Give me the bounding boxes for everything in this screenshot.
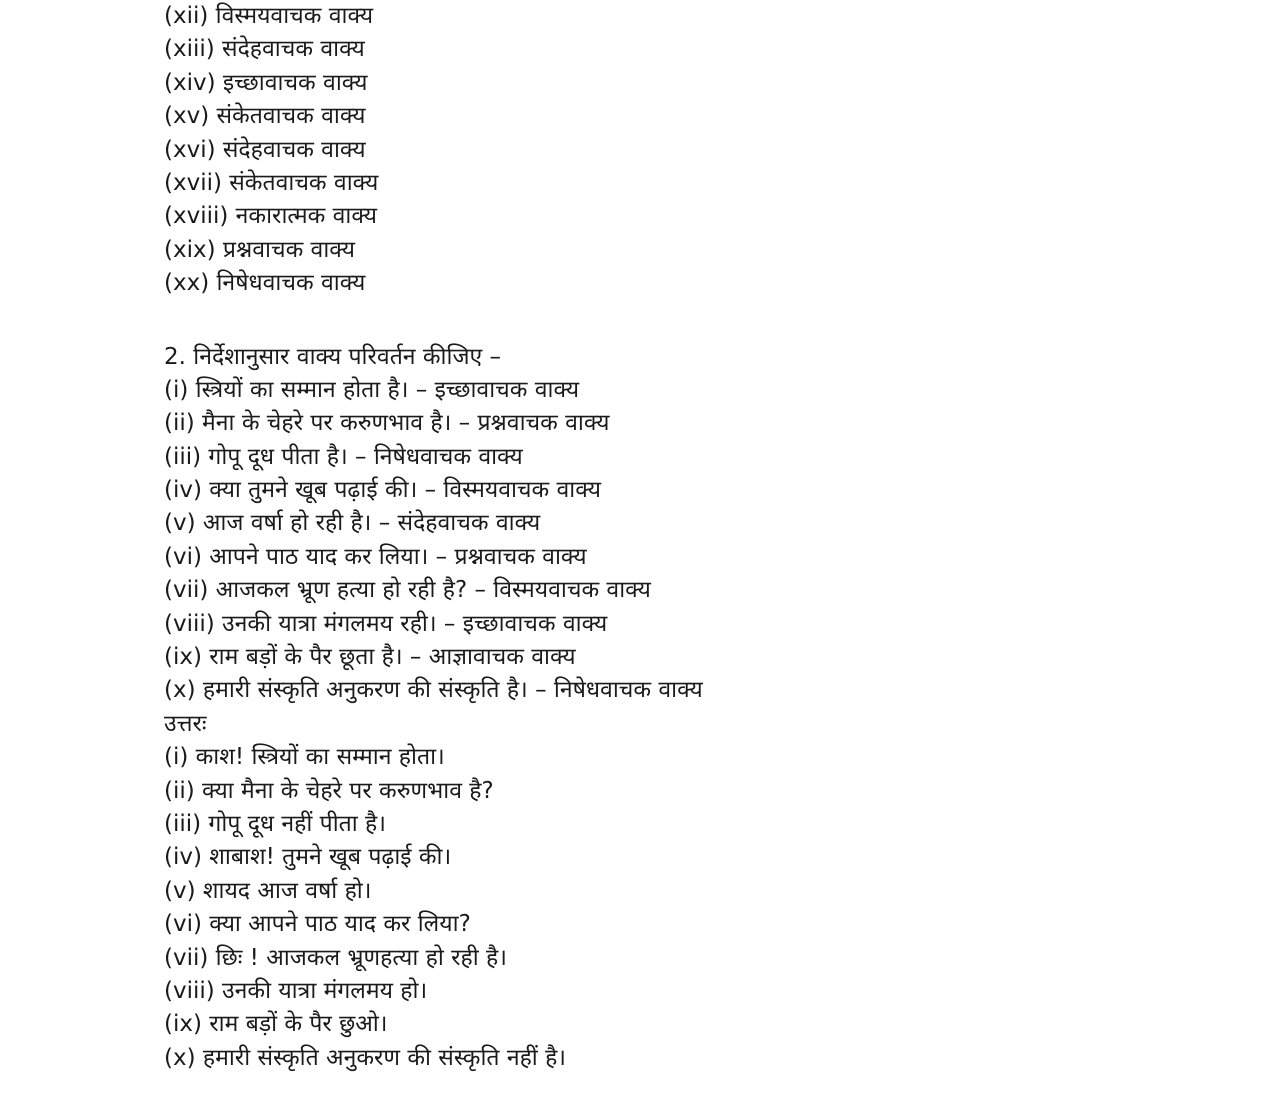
list-item: (xvii) संकेतवाचक वाक्य [164, 169, 379, 196]
question-item: (iii) गोपू दूध पीता है। – निषेधवाचक वाक्य [164, 443, 523, 470]
previous-answers-list [164, 0, 1224, 301]
question-item: (iv) क्या तुमने खूब पढ़ाई की। – विस्मयवाचक वाक्य [164, 477, 601, 504]
question-heading: 2. निर्देशानुसार वाक्य परिवर्तन कीजिए – [164, 343, 502, 370]
list-item: (xx) निषेधवाचक वाक्य [164, 270, 366, 297]
question-item: (vi) आपने पाठ याद कर लिया। – प्रश्नवाचक वाक्य [164, 543, 587, 570]
question-item: (x) हमारी संस्कृति अनुकरण की संस्कृति है। – निषेधवाचक वाक्य [164, 677, 703, 704]
answer-label: उत्तरः [164, 710, 207, 737]
list-item: (xiii) संदेहवाचक वाक्य [164, 36, 365, 63]
answer-items-list [164, 741, 1224, 1075]
answer-item: (ii) क्या मैना के चेहरे पर करुणभाव है? [164, 777, 494, 804]
question-items-list [164, 374, 1224, 708]
list-item: (xiv) इच्छावाचक वाक्य [164, 69, 368, 96]
list-item: (xv) संकेतवाचक वाक्य [164, 103, 366, 130]
question-item: (v) आज वर्षा हो रही है। – संदेहवाचक वाक्य [164, 510, 541, 537]
answer-item: (iv) शाबाश! तुमने खूब पढ़ाई की। [164, 844, 452, 871]
list-item: (xvi) संदेहवाचक वाक्य [164, 136, 366, 163]
answer-item: (vii) छिः ! आजकल भ्रूणहत्या हो रही है। [164, 944, 507, 971]
question-item: (ix) राम बड़ों के पैर छूता है। – आज्ञावाचक वाक्य [164, 644, 576, 671]
list-item: (xviii) नकारात्मक वाक्य [164, 203, 377, 230]
question-item: (i) स्त्रियों का सम्मान होता है। – इच्छावाचक वाक्य [164, 376, 580, 403]
answer-item: (vi) क्या आपने पाठ याद कर लिया? [164, 911, 471, 938]
answer-item: (i) काश! स्त्रियों का सम्मान होता। [164, 744, 445, 771]
list-item: (xii) विस्मयवाचक वाक्य [164, 3, 374, 29]
answer-item: (v) शायद आज वर्षा हो। [164, 877, 372, 904]
answer-item: (x) हमारी संस्कृति अनुकरण की संस्कृति नहीं है। [164, 1044, 566, 1071]
document-page [164, 0, 1224, 1075]
answer-item: (iii) गोपू दूध नहीं पीता है। [164, 810, 386, 837]
question-item: (vii) आजकल भ्रूण हत्या हो रही है? – विस्मयवाचक वाक्य [164, 577, 651, 604]
list-item: (xix) प्रश्नवाचक वाक्य [164, 236, 355, 263]
answer-item: (viii) उनकी यात्रा मंगलमय हो। [164, 977, 428, 1004]
answer-item: (ix) राम बड़ों के पैर छुओ। [164, 1011, 388, 1038]
section-gap [164, 301, 1224, 341]
question-item: (ii) मैना के चेहरे पर करुणभाव है। – प्रश्नवाचक वाक्य [164, 410, 610, 437]
question-item: (viii) उनकी यात्रा मंगलमय रही। – इच्छावाचक वाक्य [164, 610, 608, 637]
